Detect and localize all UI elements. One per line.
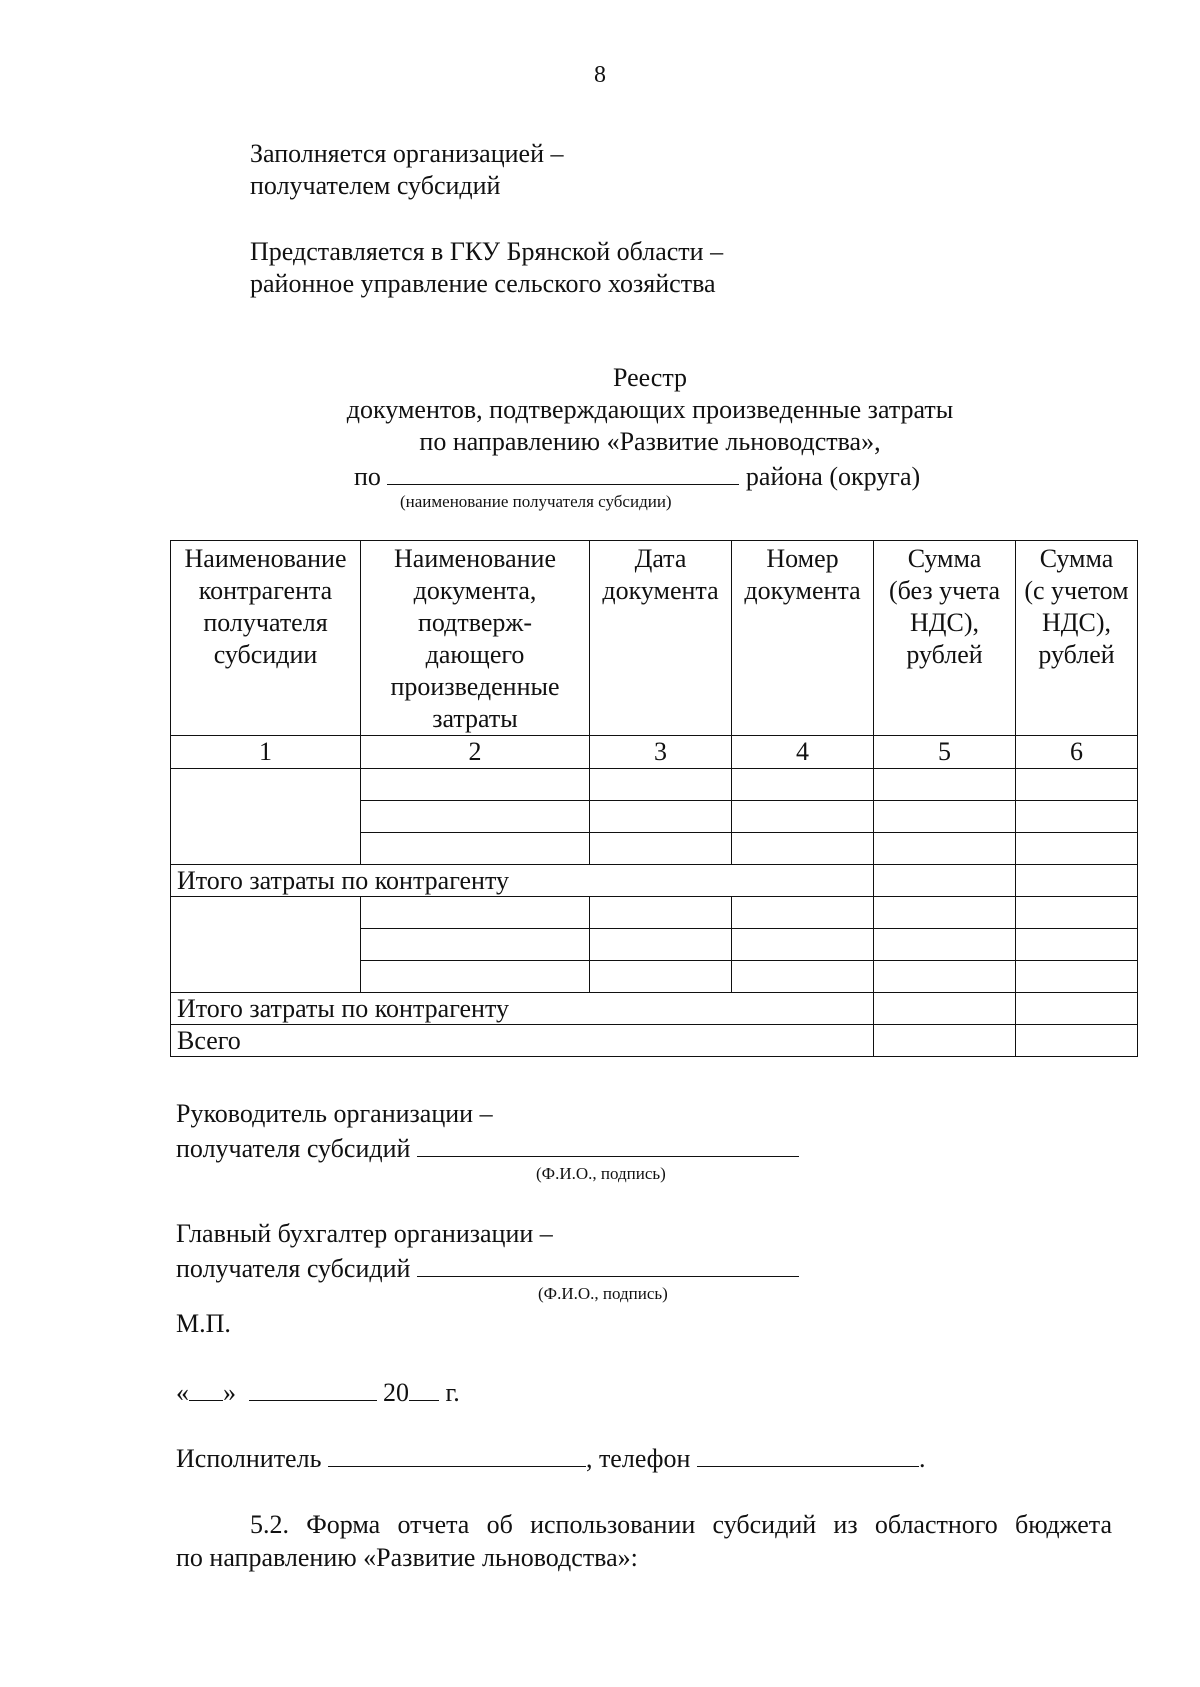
table-cell[interactable] [361, 897, 590, 929]
phone-label: , телефон [585, 1444, 691, 1473]
column-number: 2 [361, 736, 590, 769]
header-text-line: подтверж- [417, 608, 533, 637]
date-close-quote: » [223, 1378, 236, 1407]
col-header-sum-without-vat [874, 541, 1016, 736]
table-cell[interactable] [590, 929, 732, 961]
table-cell[interactable] [874, 929, 1016, 961]
table-cell[interactable] [1016, 769, 1138, 801]
table-cell[interactable] [1016, 897, 1138, 929]
table-cell[interactable] [732, 769, 874, 801]
table-cell[interactable] [361, 961, 590, 993]
contractor-cell[interactable] [171, 769, 361, 865]
title-line-3: по направлению «Развитие льноводства», [419, 427, 881, 456]
header-text-line: документа, [413, 576, 537, 605]
header-line-1: Заполняется организацией – [250, 139, 564, 168]
subtotal-row [171, 993, 1138, 1025]
registry-table [170, 540, 1138, 1057]
table-row [171, 897, 1138, 929]
head-line-1: Руководитель организации – [176, 1099, 493, 1128]
col-header-document-number [732, 541, 874, 736]
table-cell[interactable] [874, 865, 1016, 897]
table-cell[interactable] [1016, 865, 1138, 897]
table-cell[interactable] [361, 929, 590, 961]
executor-line [176, 1440, 925, 1475]
table-cell[interactable] [1016, 801, 1138, 833]
header-text-line: (без учета [888, 576, 1000, 605]
table-cell[interactable] [1016, 993, 1138, 1025]
subtotal-row [171, 865, 1138, 897]
col-header-contractor [171, 541, 361, 736]
table-cell[interactable] [1016, 833, 1138, 865]
stamp-label: М.П. [176, 1309, 231, 1338]
subtotal-label: Итого затраты по контрагенту [171, 865, 874, 897]
accountant-label: получателя субсидий [176, 1254, 411, 1283]
phone-blank[interactable] [697, 1440, 919, 1467]
title-prefix: по [354, 462, 381, 491]
header-text-line: Номер [766, 544, 839, 573]
footer-line-2: по направлению «Развитие льноводства»: [176, 1543, 638, 1572]
table-cell[interactable] [361, 801, 590, 833]
header-text-line: НДС), [1041, 608, 1111, 637]
header-text-line: дающего [425, 640, 525, 669]
header-text-line: документа [602, 576, 719, 605]
total-label: Всего [171, 1025, 874, 1057]
head-signature-caption: (Ф.И.О., подпись) [536, 1164, 666, 1183]
column-number: 5 [874, 736, 1016, 769]
table-cell[interactable] [361, 769, 590, 801]
table-cell[interactable] [874, 801, 1016, 833]
year-suffix: г. [445, 1378, 460, 1407]
year-blank[interactable] [409, 1374, 439, 1401]
day-blank[interactable] [189, 1374, 223, 1401]
table-cell[interactable] [590, 769, 732, 801]
head-line-2 [176, 1130, 799, 1165]
table-cell[interactable] [874, 833, 1016, 865]
table-cell[interactable] [732, 961, 874, 993]
table-cell[interactable] [732, 801, 874, 833]
table-cell[interactable] [361, 833, 590, 865]
recipient-name-caption: (наименование получателя субсидии) [400, 492, 672, 511]
subtotal-label: Итого затраты по контрагенту [171, 993, 874, 1025]
col-header-sum-with-vat [1016, 541, 1138, 736]
table-cell[interactable] [874, 961, 1016, 993]
column-number: 1 [171, 736, 361, 769]
header-text-line: НДС), [909, 608, 979, 637]
accountant-line-1: Главный бухгалтер организации – [176, 1219, 553, 1248]
column-number: 4 [732, 736, 874, 769]
table-header-row [171, 541, 1138, 736]
table-cell[interactable] [1016, 1025, 1138, 1057]
header-text-line: Дата [634, 544, 687, 573]
page-number: 8 [594, 62, 606, 88]
title-line-4 [354, 458, 920, 493]
header-text-line: субсидии [213, 640, 318, 669]
header-line-2: получателем субсидий [250, 171, 501, 200]
column-numbers-row [171, 736, 1138, 769]
header-line-4: районное управление сельского хозяйства [250, 269, 716, 298]
table-cell[interactable] [590, 833, 732, 865]
executor-blank[interactable] [328, 1440, 586, 1467]
table-cell[interactable] [874, 993, 1016, 1025]
table-cell[interactable] [590, 801, 732, 833]
title-suffix: района (округа) [745, 462, 921, 491]
header-text-line: произведенные [390, 672, 560, 701]
table-cell[interactable] [732, 833, 874, 865]
header-text-line: (с учетом [1024, 576, 1129, 605]
table-cell[interactable] [874, 1025, 1016, 1057]
header-text-line: Сумма [907, 544, 982, 573]
column-number: 6 [1016, 736, 1138, 769]
header-text-line: затраты [432, 704, 518, 733]
recipient-name-blank[interactable] [387, 458, 739, 485]
table-cell[interactable] [874, 897, 1016, 929]
footer-line-1: 5.2. Форма отчета об использовании субсидий из областного бюджета [250, 1510, 1112, 1539]
col-header-document-date [590, 541, 732, 736]
document-title: Реестр [612, 363, 688, 392]
head-label: получателя субсидий [176, 1134, 411, 1163]
table-cell[interactable] [732, 929, 874, 961]
year-prefix: 20 [383, 1378, 409, 1407]
header-text-line: Наименование [184, 544, 347, 573]
contractor-cell[interactable] [171, 897, 361, 993]
header-text-line: рублей [1038, 640, 1115, 669]
end-dot: . [918, 1444, 926, 1473]
header-line-3: Представляется в ГКУ Брянской области – [250, 237, 724, 266]
total-row [171, 1025, 1138, 1057]
table-cell[interactable] [1016, 929, 1138, 961]
accountant-line-2 [176, 1250, 799, 1285]
header-text-line: получателя [203, 608, 328, 637]
column-number: 3 [590, 736, 732, 769]
month-blank[interactable] [249, 1374, 377, 1401]
header-text-line: Сумма [1039, 544, 1114, 573]
header-text-line: Наименование [394, 544, 556, 573]
title-line-2: документов, подтверждающих произведенные затраты [346, 395, 954, 424]
accountant-signature-blank[interactable] [417, 1250, 799, 1277]
executor-label: Исполнитель [176, 1444, 322, 1473]
header-text-line: рублей [906, 640, 983, 669]
accountant-signature-caption: (Ф.И.О., подпись) [538, 1284, 668, 1303]
table-row [171, 769, 1138, 801]
date-line [176, 1374, 460, 1409]
head-signature-blank[interactable] [417, 1130, 799, 1157]
table-cell[interactable] [590, 961, 732, 993]
table-cell[interactable] [874, 769, 1016, 801]
table-cell[interactable] [732, 897, 874, 929]
table-cell[interactable] [1016, 961, 1138, 993]
header-text-line: документа [744, 576, 861, 605]
table-cell[interactable] [590, 897, 732, 929]
date-open-quote: « [176, 1378, 189, 1407]
col-header-document-name [361, 541, 590, 736]
header-text-line: контрагента [198, 576, 333, 605]
